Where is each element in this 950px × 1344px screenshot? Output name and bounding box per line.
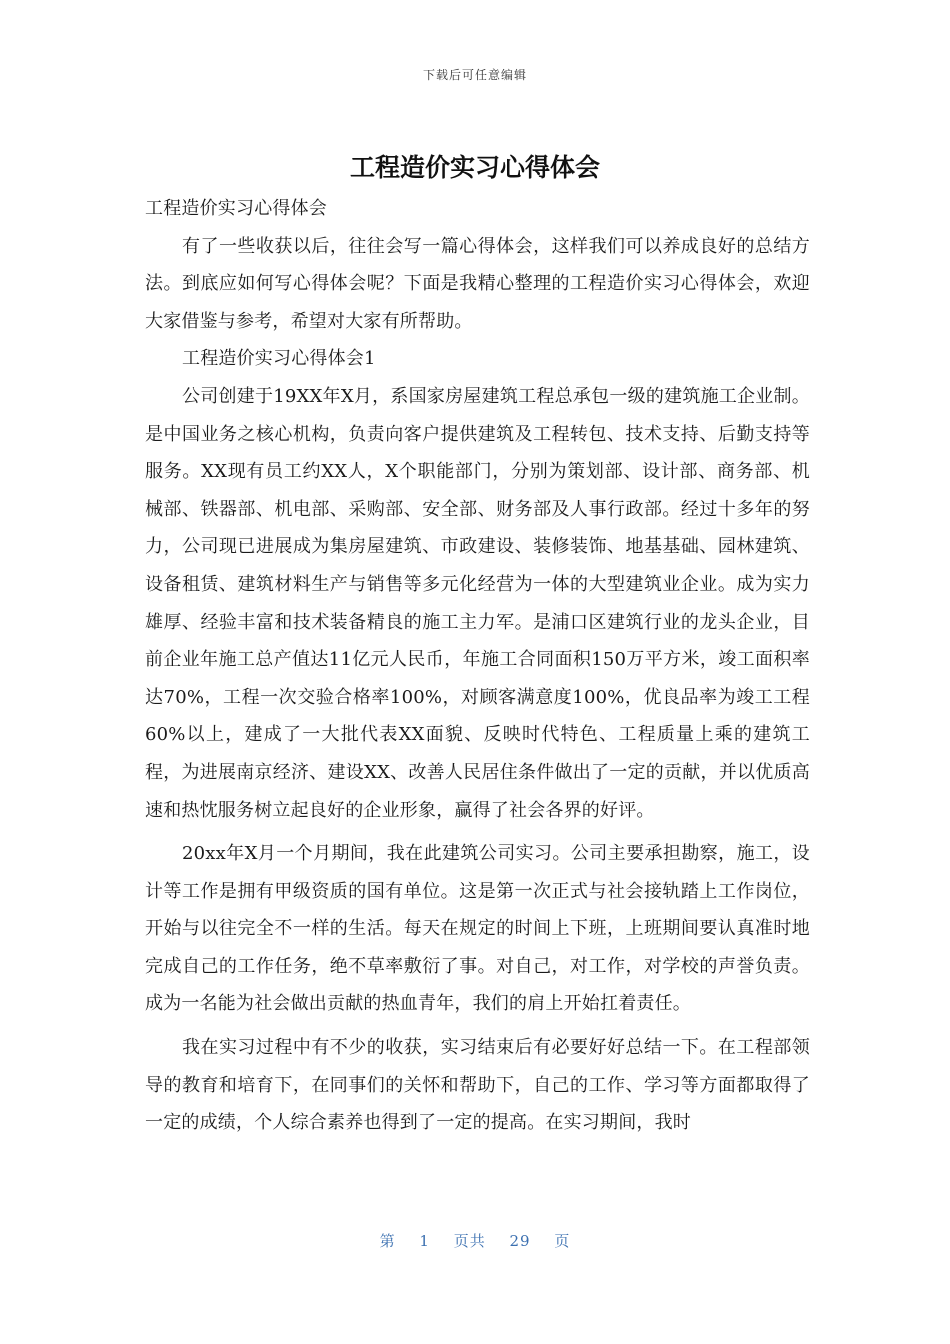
paragraph-intro: 有了一些收获以后，往往会写一篇心得体会，这样我们可以养成良好的总结方法。到底应如何写心得体会呢？下面是我精心整理的工程造价实习心得体会，欢迎大家借鉴与参考，希望对大家有所帮助。 xyxy=(145,235,810,332)
current-page-number: 1 xyxy=(419,1232,430,1250)
paragraph-internship: 20xx年X月一个月期间，我在此建筑公司实习。公司主要承担勘察，施工，设计等工作是拥有甲级资质的国有单位。这是第一次正式与社会接轨踏上工作岗位，开始与以往完全不一样的生活。每天在规定的时间上下班，上班期间要认真准时地完成自己的工作任务，绝不草率敷衍了事。对自己，对工作，对学校的声誉负责。成为一名能为社会做出贡献的热血青年，我们的肩上开始扛着责任。 xyxy=(145,843,810,1015)
page-label-suffix: 页 xyxy=(554,1232,571,1250)
header-note: 下载后可任意编辑 xyxy=(422,68,527,82)
page-label-mid: 页共 xyxy=(453,1232,486,1250)
document-body xyxy=(145,190,810,1142)
page-footer xyxy=(0,1230,950,1251)
section-heading: 工程造价实习心得体会1 xyxy=(182,348,376,370)
page-label-prefix: 第 xyxy=(379,1232,396,1250)
paragraph-company: 公司创建于19XX年X月，系国家房屋建筑工程总承包一级的建筑施工企业制。是中国业务之核心机构，负责向客户提供建筑及工程转包、技术支持、后勤支持等服务。XX现有员工约XX人，X个职能部门，分别为策划部、设计部、商务部、机械部、铁器部、机电部、采购部、安全部、财务部及人事行政部。经过十多年的努力，公司现已进展成为集房屋建筑、市政建设、装修装饰、地基基础、园林建筑、设备租赁、建筑材料生产与销售等多元化经营为一体的大型建筑业企业。成为实力雄厚、经验丰富和技术装备精良的施工主力军。是浦口区建筑行业的龙头企业，目前企业年施工总产值达11亿元人民币，年施工合同面积150万平方米，竣工面积率达70%，工程一次交验合格率100%，对顾客满意度100%，优良品率为竣工工程60%以上，建成了一大批代表XX面貌、反映时代特色、工程质量上乘的建筑工程，为进展南京经济、建设XX、改善人民居住条件做出了一定的贡献，并以优质高速和热忱服务树立起良好的企业形象，赢得了社会各界的好评。 xyxy=(145,385,810,821)
document-title: 工程造价实习心得体会 xyxy=(349,153,600,182)
total-pages-number: 29 xyxy=(509,1232,531,1250)
paragraph-summary: 我在实习过程中有不少的收获，实习结束后有必要好好总结一下。在工程部领导的教育和培育下，在同事们的关怀和帮助下，自己的工作、学习等方面都取得了一定的成绩，个人综合素养也得到了一定的提高。在实习期间，我时 xyxy=(145,1037,810,1134)
paragraph-subtitle: 工程造价实习心得体会 xyxy=(145,198,327,219)
